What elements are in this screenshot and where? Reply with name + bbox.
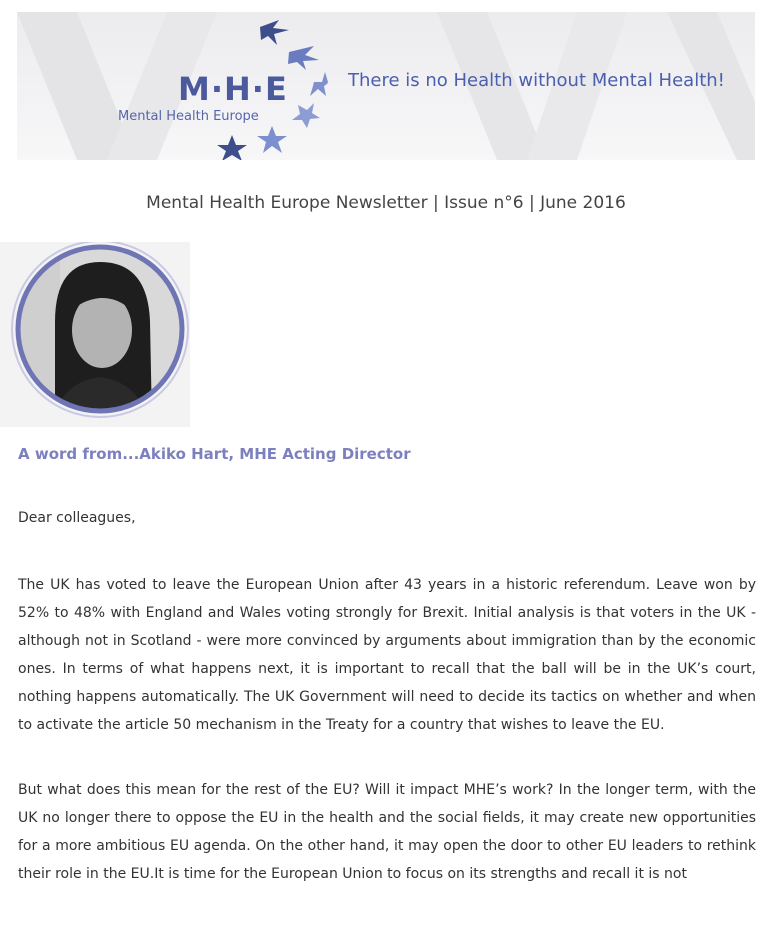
newsletter-issue-title: Mental Health Europe Newsletter | Issue n°6 | June 2016 (146, 193, 626, 213)
bird-icon (260, 20, 289, 45)
header-banner (17, 12, 755, 160)
letter-paragraph: But what does this mean for the rest of the EU? Will it impact MHE’s work? In the longer term, with the UK no longer there to oppose the EU in the health and the social fields, it may create new opportunities for a more ambitious EU agenda. On the other hand, it may open the door to other EU leaders to rethink their role in the EU.It is time for the European Union to focus on its strengths and recall it is not (18, 782, 756, 882)
star-icon (217, 135, 247, 160)
bird-icon (288, 46, 319, 70)
star-icon (310, 72, 328, 96)
logo-letters: M·H·E (178, 70, 288, 108)
section-heading: A word from...Akiko Hart, MHE Acting Director (18, 445, 411, 463)
logo-organization-name: Mental Health Europe (118, 109, 259, 124)
portrait-photo-icon (0, 242, 190, 427)
star-icon (257, 126, 287, 153)
letter-paragraph: The UK has voted to leave the European Union after 43 years in a historic referendum. Leave won by 52% to 48% with England and Wales voting strongly for Brexit. Initial analysis is that voters in the UK - although not in Scotland - were more convinced by arguments about immigration than by the economic ones. In terms of what happens next, it is important to recall that the ball will be in the UK’s court, nothing happens automatically. The UK Government will need to decide its tactics on whether and when to activate the article 50 mechanism in the Treaty for a country that wishes to leave the EU. (18, 577, 756, 733)
star-icon (292, 103, 320, 128)
letter-salutation: Dear colleagues, (18, 510, 136, 526)
tagline: There is no Health without Mental Health! (348, 70, 725, 91)
